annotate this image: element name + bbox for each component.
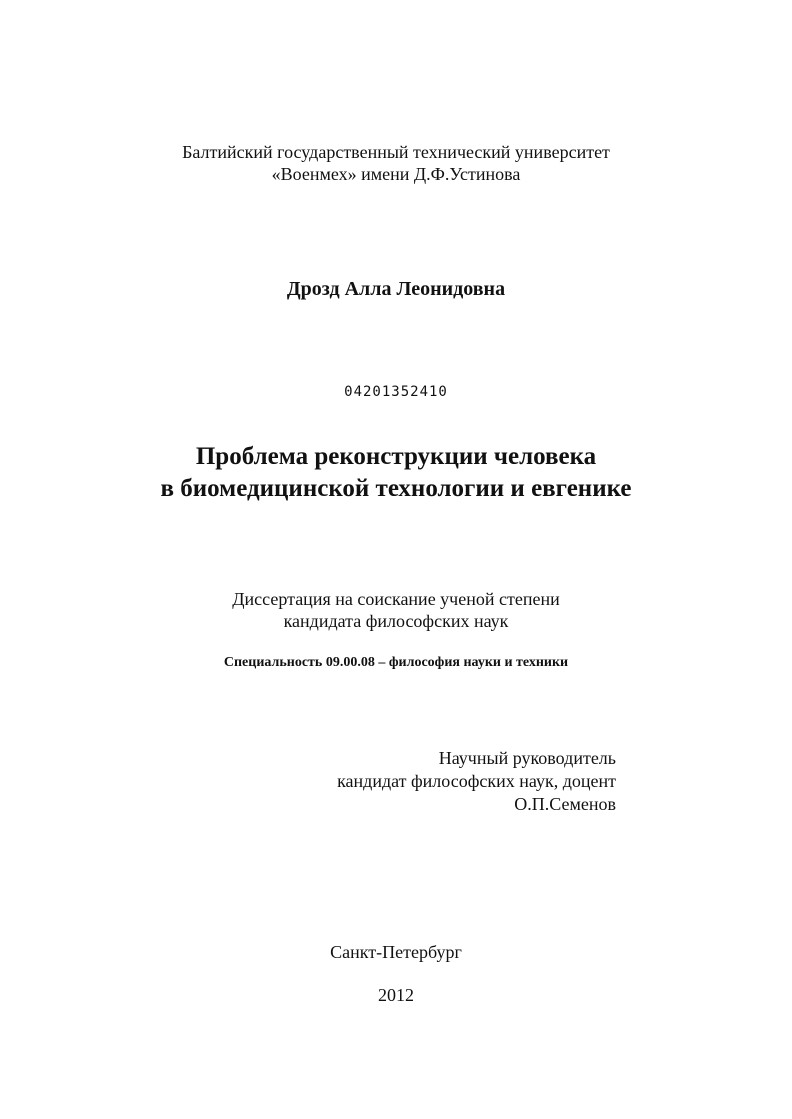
city: Санкт-Петербург [330, 942, 462, 962]
supervisor-rank: кандидат философских наук, доцент [337, 771, 616, 791]
degree-line-2: кандидата философских наук [283, 611, 509, 631]
university-name-line-1: Балтийский государственный технический университет [182, 142, 610, 162]
supervisor-label: Научный руководитель [438, 748, 616, 768]
university-name-line-2: «Военмех» имени Д.Ф.Устинова [271, 164, 521, 184]
dissertation-title-line-2: в биомедицинской технологии и евгенике [160, 475, 632, 502]
catalog-code: 04201352410 [344, 384, 448, 400]
supervisor-name: О.П.Семенов [514, 794, 616, 814]
dissertation-title-line-1: Проблема реконструкции человека [195, 443, 597, 470]
year: 2012 [378, 985, 414, 1005]
author-name: Дрозд Алла Леонидовна [286, 278, 506, 300]
specialty: Специальность 09.00.08 – философия науки и техники [223, 655, 569, 670]
degree-line-1: Диссертация на соискание ученой степени [232, 589, 560, 609]
